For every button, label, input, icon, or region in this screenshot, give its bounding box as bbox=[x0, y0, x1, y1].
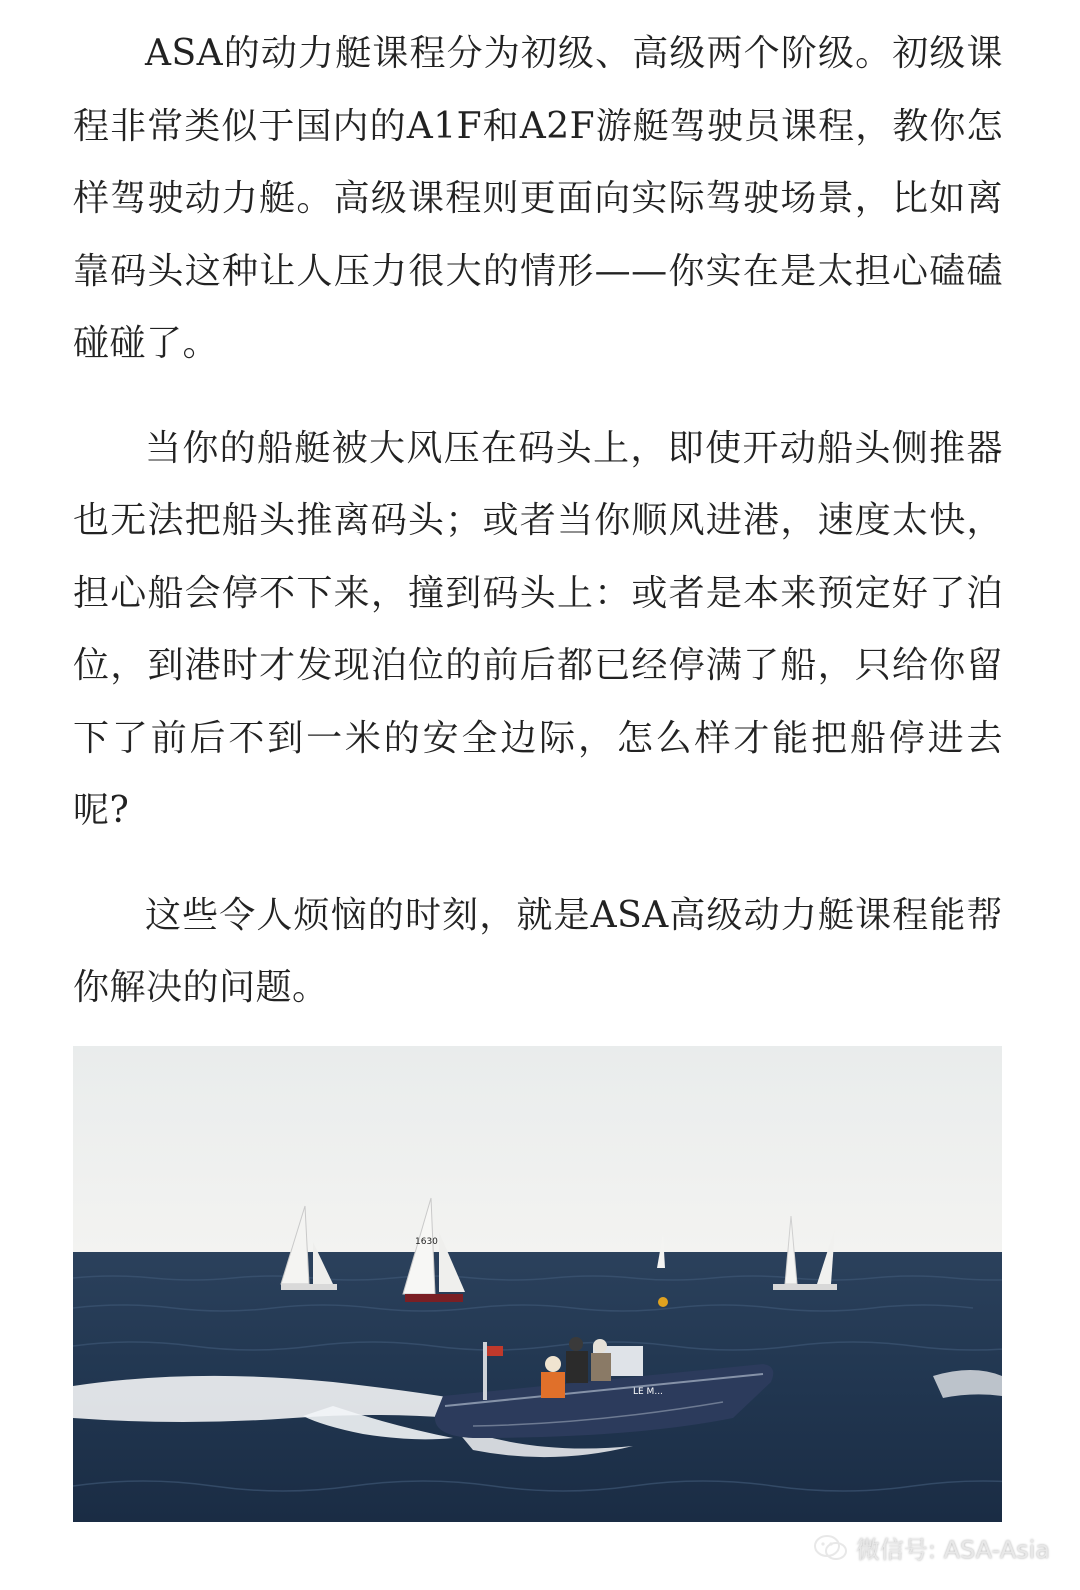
article-photo-rib-boat bbox=[73, 1046, 1002, 1522]
paragraph-course-solution: 这些令人烦恼的时刻，就是ASA高级动力艇课程能帮你解决的问题。 bbox=[73, 894, 1003, 1008]
wechat-icon bbox=[814, 1534, 848, 1562]
watermark-text: 微信号: ASA-Asia bbox=[855, 1536, 1050, 1564]
orange-buoy bbox=[658, 1297, 668, 1307]
sail-number: 1630 bbox=[415, 1237, 438, 1247]
boat-lettering: LE M... bbox=[633, 1387, 663, 1397]
paragraph-course-levels: ASA的动力艇课程分为初级、高级两个阶级。初级课程非常类似于国内的A1F和A2F游艇驾驶员课程，教你怎样驾驶动力艇。高级课程则更面向实际驾驶场景，比如离靠码头这种让人压力很大的情形——你实在是太担心磕磕碰碰了。 bbox=[73, 33, 1003, 364]
sky bbox=[73, 1046, 1002, 1252]
paragraph-docking-scenarios: 当你的船艇被大风压在码头上，即使开动船头侧推器也无法把船头推离码头；或者当你顺风进港，速度太快，担心船会停不下来，撞到码头上：或者是本来预定好了泊位，到港时才发现泊位的前后都已经停满了船，只给你留下了前后不到一米的安全边际，怎么样才能把船停进去呢? bbox=[73, 427, 1003, 831]
photo-illustration bbox=[73, 1046, 1002, 1522]
wechat-watermark bbox=[814, 1530, 1050, 1565]
article-body bbox=[73, 18, 1003, 1025]
